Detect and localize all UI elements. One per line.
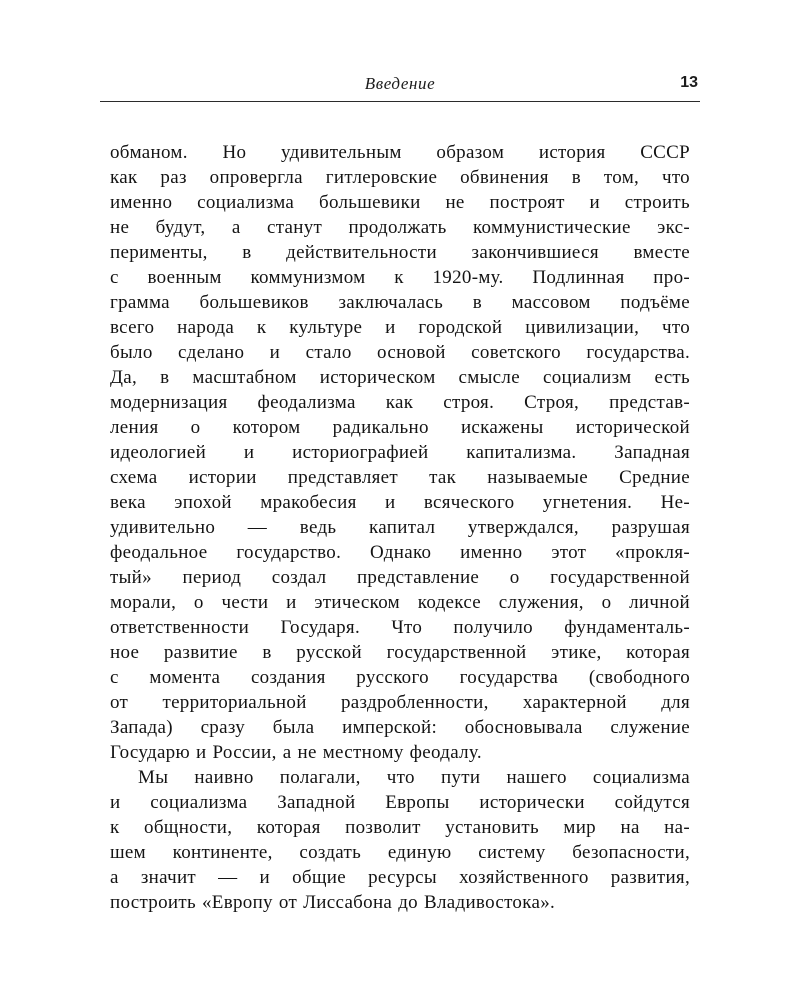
body-text: [110, 140, 690, 915]
text-line: с момента создания русского государства (свободного: [110, 667, 690, 688]
text-line: от территориальной раздробленности, характерной для: [110, 692, 690, 713]
text-line: идеологией и историографией капитализма. Западная: [110, 442, 690, 463]
text-line: обманом. Но удивительным образом история СССР: [110, 142, 690, 163]
text-line: Мы наивно полагали, что пути нашего социализма: [138, 767, 690, 788]
text-line: модернизация феодализма как строя. Строя, представ-: [110, 392, 690, 413]
text-line: с военным коммунизмом к 1920-му. Подлинная про-: [110, 267, 690, 288]
text-line: именно социализма большевики не построят и строить: [110, 192, 690, 213]
text-line: построить «Европу от Лиссабона до Владивостока».: [110, 892, 556, 913]
paragraph: [110, 140, 690, 765]
text-line: а значит — и общие ресурсы хозяйственного развития,: [110, 867, 690, 888]
text-line: всего народа к культуре и городской цивилизации, что: [110, 317, 690, 338]
text-line: ления о котором радикально искажены исторической: [110, 417, 690, 438]
text-line: Да, в масштабном историческом смысле социализм есть: [110, 367, 690, 388]
text-line: шем континенте, создать единую систему безопасности,: [110, 842, 690, 863]
text-line: феодальное государство. Однако именно этот «прокля-: [110, 542, 690, 563]
page-number: 13: [680, 74, 698, 91]
text-line: Запада) сразу была имперской: обосновывала служение: [110, 717, 690, 738]
paragraph: [110, 765, 690, 915]
text-line: Государю и России, а не местному феодалу.: [110, 742, 482, 763]
text-line: века эпохой мракобесия и всяческого угнетения. Не-: [110, 492, 690, 513]
text-line: схема истории представляет так называемые Средние: [110, 467, 690, 488]
text-line: и социализма Западной Европы исторически сойдутся: [110, 792, 690, 813]
text-line: ное развитие в русской государственной этике, которая: [110, 642, 690, 663]
text-line: не будут, а станут продолжать коммунистические экс-: [110, 217, 690, 238]
text-line: удивительно — ведь капитал утверждался, разрушая: [110, 517, 690, 538]
text-line: грамма большевиков заключалась в массовом подъёме: [110, 292, 690, 313]
text-line: как раз опровергла гитлеровские обвинения в том, что: [110, 167, 690, 188]
text-line: перименты, в действительности закончившиеся вместе: [110, 242, 690, 263]
text-line: было сделано и стало основой советского государства.: [110, 342, 690, 363]
text-line: тый» период создал представление о государственной: [110, 567, 690, 588]
page-header: [100, 74, 700, 98]
text-line: к общности, которая позволит установить мир на на-: [110, 817, 690, 838]
text-line: морали, о чести и этическом кодексе служения, о личной: [110, 592, 690, 613]
header-divider: [100, 101, 700, 102]
chapter-title: Введение: [364, 74, 436, 93]
text-line: ответственности Государя. Что получило фундаменталь-: [110, 617, 690, 638]
